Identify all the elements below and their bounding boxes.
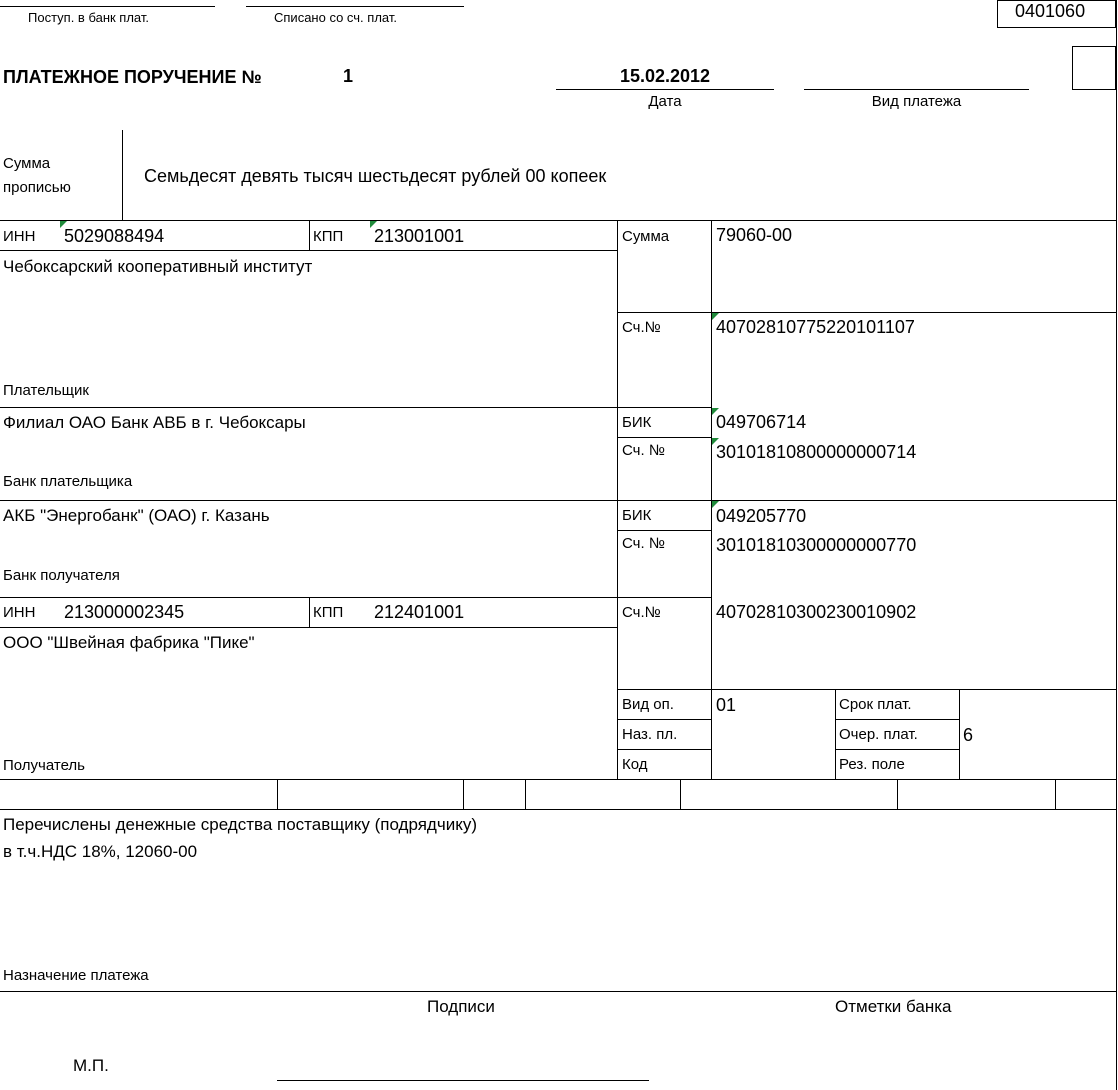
amount-words-value: Семьдесят девять тысяч шестьдесят рублей 00 копеек: [144, 166, 607, 186]
purpose-line-1: Перечислены денежные средства поставщику (подрядчику): [3, 815, 477, 834]
grid-line: [309, 220, 310, 250]
grid-line: [0, 407, 711, 408]
grid-line: [1116, 0, 1117, 1090]
payer-inn-label: ИНН: [3, 228, 36, 245]
grid-line: [0, 597, 711, 598]
amount-words-divider: [122, 130, 123, 220]
grid-line: [711, 312, 1116, 313]
grid-line: [617, 719, 711, 720]
grid-line: [525, 779, 526, 809]
purpose-line-2: в т.ч.НДС 18%, 12060-00: [3, 842, 198, 861]
signatures-label: Подписи: [427, 997, 495, 1016]
recipient-label: Получатель: [3, 757, 85, 774]
amount-words-label-1: Сумма: [3, 155, 51, 172]
op-type: 01: [716, 695, 737, 715]
grid-line: [617, 530, 711, 531]
grid-line: [835, 749, 959, 750]
payer-bank-name: Филиал ОАО Банк АВБ в г. Чебоксары: [3, 413, 306, 432]
order-date: 15.02.2012: [619, 66, 711, 86]
payer-bank-account-label: Сч. №: [622, 442, 665, 459]
payer-bank-bik-label: БИК: [622, 414, 652, 431]
op-type-label: Вид оп.: [622, 696, 674, 713]
stamp-label: М.П.: [73, 1056, 109, 1075]
grid-line: [463, 779, 464, 809]
status-code-box: [1072, 46, 1116, 90]
recipient-kpp: 212401001: [374, 602, 465, 622]
order-number: 1: [343, 66, 354, 86]
debited-label: Списано со сч. плат.: [274, 10, 397, 25]
payer-account-label: Сч.№: [622, 319, 661, 336]
date-label: Дата: [648, 93, 682, 110]
bank-received-line: [0, 6, 215, 7]
grid-line: [0, 627, 617, 628]
grid-line: [897, 779, 898, 809]
bank-received-label: Поступ. в банк плат.: [28, 10, 150, 25]
recipient-account: 40702810300230010902: [716, 602, 917, 622]
amount-value: 79060-00: [716, 225, 793, 245]
payer-label: Плательщик: [3, 382, 89, 399]
recipient-kpp-label: КПП: [313, 604, 344, 621]
grid-line: [0, 809, 1116, 810]
date-underline: [556, 89, 774, 90]
grid-line: [277, 779, 278, 809]
grid-line: [1055, 779, 1056, 809]
payment-type-label: Вид платежа: [871, 93, 962, 110]
recipient-bank-name: АКБ "Энергобанк" (ОАО) г. Казань: [3, 506, 270, 525]
debited-line: [246, 6, 464, 7]
grid-line: [0, 500, 1116, 501]
grid-line: [617, 437, 711, 438]
payer-bank-bik: 049706714: [716, 412, 807, 432]
bank-marks-label: Отметки банка: [835, 997, 952, 1016]
signature-line: [277, 1080, 649, 1081]
term-label: Срок плат.: [839, 696, 912, 713]
recipient-inn-label: ИНН: [3, 604, 36, 621]
recipient-bank-account-label: Сч. №: [622, 535, 665, 552]
grid-line: [617, 312, 711, 313]
recipient-bank-account: 30101810300000000770: [716, 535, 917, 555]
grid-line: [835, 689, 836, 779]
amount-label: Сумма: [622, 228, 670, 245]
recipient-inn: 213000002345: [64, 602, 185, 622]
payer-bank-account: 30101810800000000714: [716, 442, 917, 462]
recipient-bank-bik: 049205770: [716, 506, 807, 526]
grid-line: [711, 220, 712, 779]
purpose-code-label: Наз. пл.: [622, 726, 678, 743]
reserve-label: Рез. поле: [839, 756, 905, 773]
grid-line: [0, 779, 1116, 780]
recipient-account-label: Сч.№: [622, 604, 661, 621]
amount-words-label-2: прописью: [3, 179, 71, 196]
payer-account: 40702810775220101107: [716, 317, 915, 337]
grid-line: [617, 689, 1116, 690]
payer-kpp-label: КПП: [313, 228, 344, 245]
recipient-bank-label: Банк получателя: [3, 567, 120, 584]
purpose-label: Назначение платежа: [3, 967, 149, 984]
recipient-bank-bik-label: БИК: [622, 507, 652, 524]
grid-line: [0, 220, 1116, 221]
grid-line: [680, 779, 681, 809]
priority-label: Очер. плат.: [839, 726, 918, 743]
payer-bank-label: Банк плательщика: [3, 473, 133, 490]
grid-line: [617, 749, 711, 750]
payment-type-underline: [804, 89, 1029, 90]
page-title: ПЛАТЕЖНОЕ ПОРУЧЕНИЕ №: [3, 67, 262, 87]
priority: 6: [963, 725, 974, 745]
grid-line: [0, 991, 1116, 992]
grid-line: [959, 689, 960, 779]
grid-line: [617, 220, 618, 779]
grid-line: [0, 250, 617, 251]
form-code: 0401060: [1015, 1, 1086, 21]
grid-line: [309, 597, 310, 627]
payer-inn: 5029088494: [64, 226, 165, 246]
payer-kpp: 213001001: [374, 226, 465, 246]
grid-line: [835, 719, 959, 720]
recipient-name: ООО "Швейная фабрика "Пике": [3, 633, 255, 652]
payer-name: Чебоксарский кооперативный институт: [3, 257, 313, 276]
code-label: Код: [622, 756, 648, 773]
